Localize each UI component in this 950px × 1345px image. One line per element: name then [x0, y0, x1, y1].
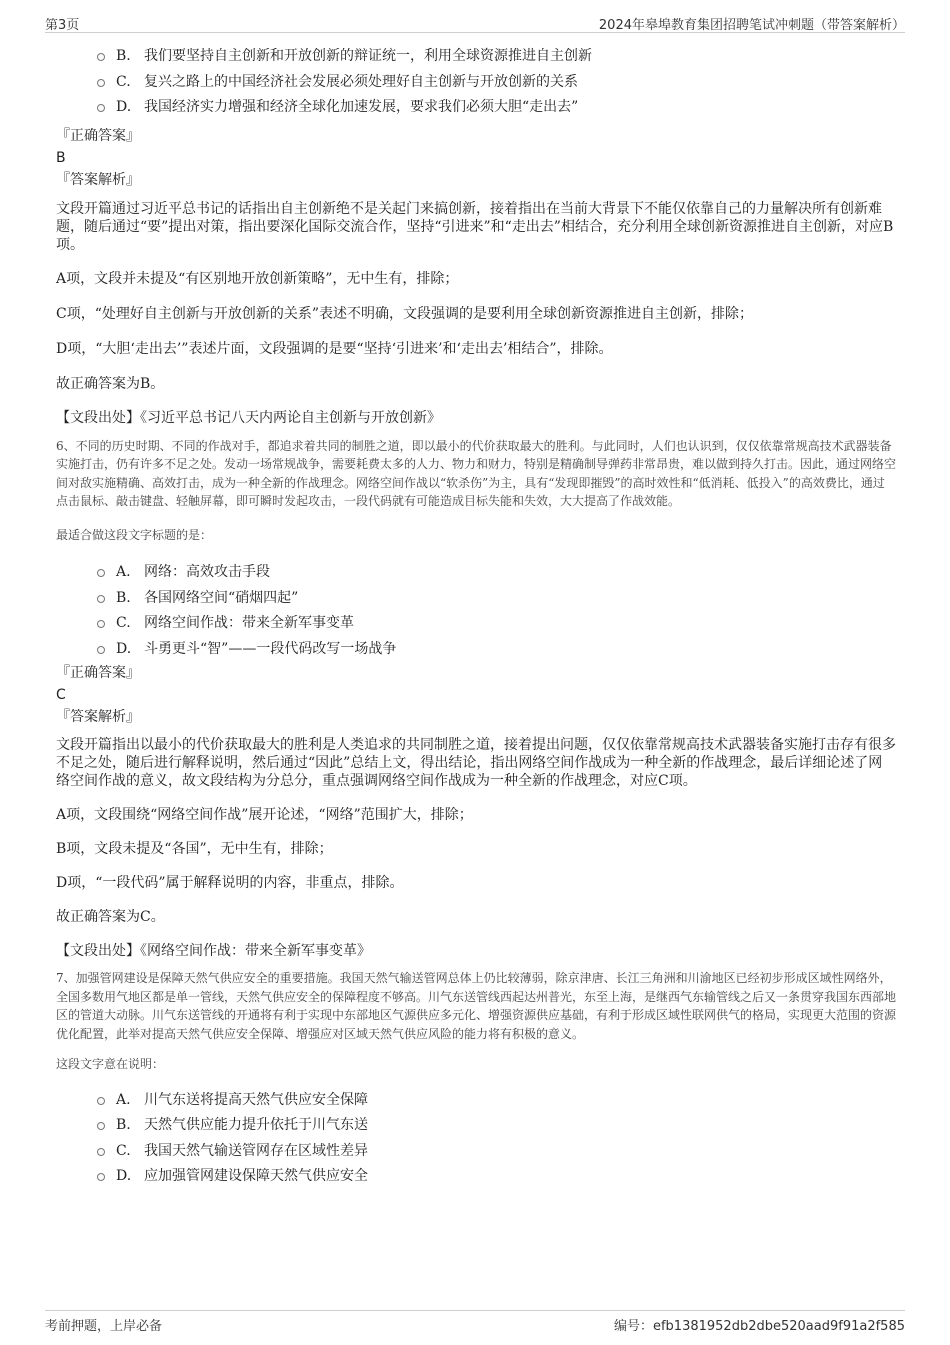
radio-button[interactable]: [97, 1097, 105, 1105]
option-q6-d[interactable]: D. 斗勇更斗“智”——一段代码改写一场战争: [56, 637, 896, 663]
conclusion: 故正确答案为B。: [56, 375, 165, 392]
analysis-tag: 『答案解析』: [56, 709, 140, 725]
source-citation: 【文段出处】《习近平总书记八天内两论自主创新与开放创新》: [56, 409, 441, 426]
question-6-prompt: 最适合做这段文字标题的是：: [56, 527, 213, 542]
option-q5-c[interactable]: C. 复兴之路上的中国经济社会发展必须处理好自主创新与开放创新的关系: [56, 70, 896, 96]
answer-tag: 『正确答案』: [56, 665, 140, 681]
page-header: [45, 12, 905, 33]
radio-button[interactable]: [97, 104, 105, 112]
question-7-prompt: 这段文字意在说明：: [56, 1057, 165, 1071]
radio-button[interactable]: [97, 1148, 105, 1156]
conclusion: 故正确答案为C。: [56, 909, 165, 925]
option-q7-b[interactable]: B. 天然气供应能力提升依托于川气东送: [56, 1113, 896, 1139]
question-7-text: 7、加强管网建设是保障天然气供应安全的重要措施。我国天然气输送管网总体上仍比较薄弱，除京津唐、长江三角洲和川渝地区已经初步形成区域性网络外，全国多数用气地区都是单一管线，天然气供应安全的保障程度不够高。川气东送管线西起达州普光，东至上海，是继西气东输管线之后又一条贯穿我国东西部地区的管道大动脉。川气东送管线的开通将有利于实现中东部地区气源供应多元化、增强资源供应基础，有利于形成区域性联网供气的格局，实现更大范围的资源优化配置，此举对提高天然气供应安全保障、增强应对区域天然气供应风险的能力将有积极的意义。: [56, 971, 897, 1041]
page-content: [56, 44, 896, 1190]
radio-button[interactable]: [97, 1122, 105, 1130]
page-number: 第3页: [45, 18, 80, 33]
analysis-point-d: D项，“大胆‘走出去’”表述片面，文段强调的是要“坚持‘引进来’和‘走出去’相结合”，排除。: [56, 340, 613, 357]
analysis-point-c: C项，“处理好自主创新与开放创新的关系”表述不明确，文段强调的是要利用全球创新资源推进自主创新，排除；: [56, 305, 754, 322]
option-q6-c[interactable]: C. 网络空间作战：带来全新军事变革: [56, 611, 896, 637]
option-q6-b[interactable]: B. 各国网络空间“硝烟四起”: [56, 586, 896, 612]
analysis-point-d: D项，“一段代码”属于解释说明的内容，非重点，排除。: [56, 875, 404, 891]
option-q7-a[interactable]: A. 川气东送将提高天然气供应安全保障: [56, 1088, 896, 1114]
q6-options: [56, 560, 896, 662]
source-citation: 【文段出处】《网络空间作战：带来全新军事变革》: [56, 943, 371, 959]
radio-button[interactable]: [97, 595, 105, 603]
analysis-text: 文段开篇指出以最小的代价获取最大的胜利是人类追求的共同制胜之道，接着提出问题，仅仅依靠常规高技术武器装备实施打击存有很多不足之处，随后进行解释说明，然后通过“因此”总结上文，得出结论，指出网络空间作战成为一种全新的作战理念，最后详细论述了网络空间作战的意义，故文段结构为分总分，重点强调网络空间作战成为一种全新的作战理念，对应C项。: [56, 737, 896, 789]
document-title: 2024年皋埠教育集团招聘笔试冲刺题（带答案解析）: [598, 18, 905, 33]
footer-slogan: 考前押题，上岸必备: [45, 1319, 163, 1334]
answer-tag: 『正确答案』: [56, 127, 140, 144]
option-q7-d[interactable]: D. 应加强管网建设保障天然气供应安全: [56, 1164, 896, 1190]
option-q5-b[interactable]: B. 我们要坚持自主创新和开放创新的辩证统一，利用全球资源推进自主创新: [56, 44, 896, 70]
analysis-point-a: A项，文段并未提及“有区别地开放创新策略”，无中生有，排除；: [56, 270, 459, 287]
radio-button[interactable]: [97, 53, 105, 61]
page-footer: [45, 1310, 905, 1333]
option-q6-a[interactable]: A. 网络：高效攻击手段: [56, 560, 896, 586]
radio-button[interactable]: [97, 79, 105, 87]
analysis-text: 文段开篇通过习近平总书记的话指出自主创新绝不是关起门来搞创新，接着指出在当前大背景下不能仅依靠自己的力量解决所有创新难题，随后通过“要”提出对策，指出要深化国际交流合作，坚持“引进来”和“走出去”相结合，充分利用全球创新资源推进自主创新，对应B项。: [56, 200, 894, 253]
q7-options: [56, 1088, 896, 1190]
q5-options: [56, 44, 896, 121]
analysis-point-a: A项，文段围绕“网络空间作战”展开论述，“网络”范围扩大，排除；: [56, 807, 473, 823]
analysis-point-b: B项，文段未提及“各国”，无中生有，排除；: [56, 841, 333, 857]
document-id: 编号：efb1381952db2dbe520aad9f91a2f585: [613, 1319, 905, 1334]
correct-answer: B: [56, 149, 66, 166]
option-q7-c[interactable]: C. 我国天然气输送管网存在区域性差异: [56, 1139, 896, 1165]
correct-answer: C: [56, 687, 66, 703]
radio-button[interactable]: [97, 646, 105, 654]
question-6-text: 6、不同的历史时期、不同的作战对手，都追求着共同的制胜之道，即以最小的代价获取最大的胜利。与此同时，人们也认识到，仅仅依靠常规高技术武器装备实施打击，仍有许多不足之处。发动一场常规战争，需要耗费太多的人力、物力和财力，特别是精确制导弹药非常昂贵，难以做到持久打击。因此，通过网络空间对敌实施精确、高效打击，成为一种全新的作战理念。网络空间作战以“软杀伤”为主，具有“发现即摧毁”的高时效性和“低消耗、低投入”的高效费比，通过点击鼠标、敲击键盘、轻触屏幕，即可瞬时发起攻击，一段代码就有可能造成目标失能和失效，大大提高了作战效能。: [56, 438, 897, 508]
radio-button[interactable]: [97, 1173, 105, 1181]
radio-button[interactable]: [97, 620, 105, 628]
analysis-tag: 『答案解析』: [56, 171, 140, 188]
option-q5-d[interactable]: D. 我国经济实力增强和经济全球化加速发展，要求我们必须大胆“走出去”: [56, 95, 896, 121]
radio-button[interactable]: [97, 569, 105, 577]
